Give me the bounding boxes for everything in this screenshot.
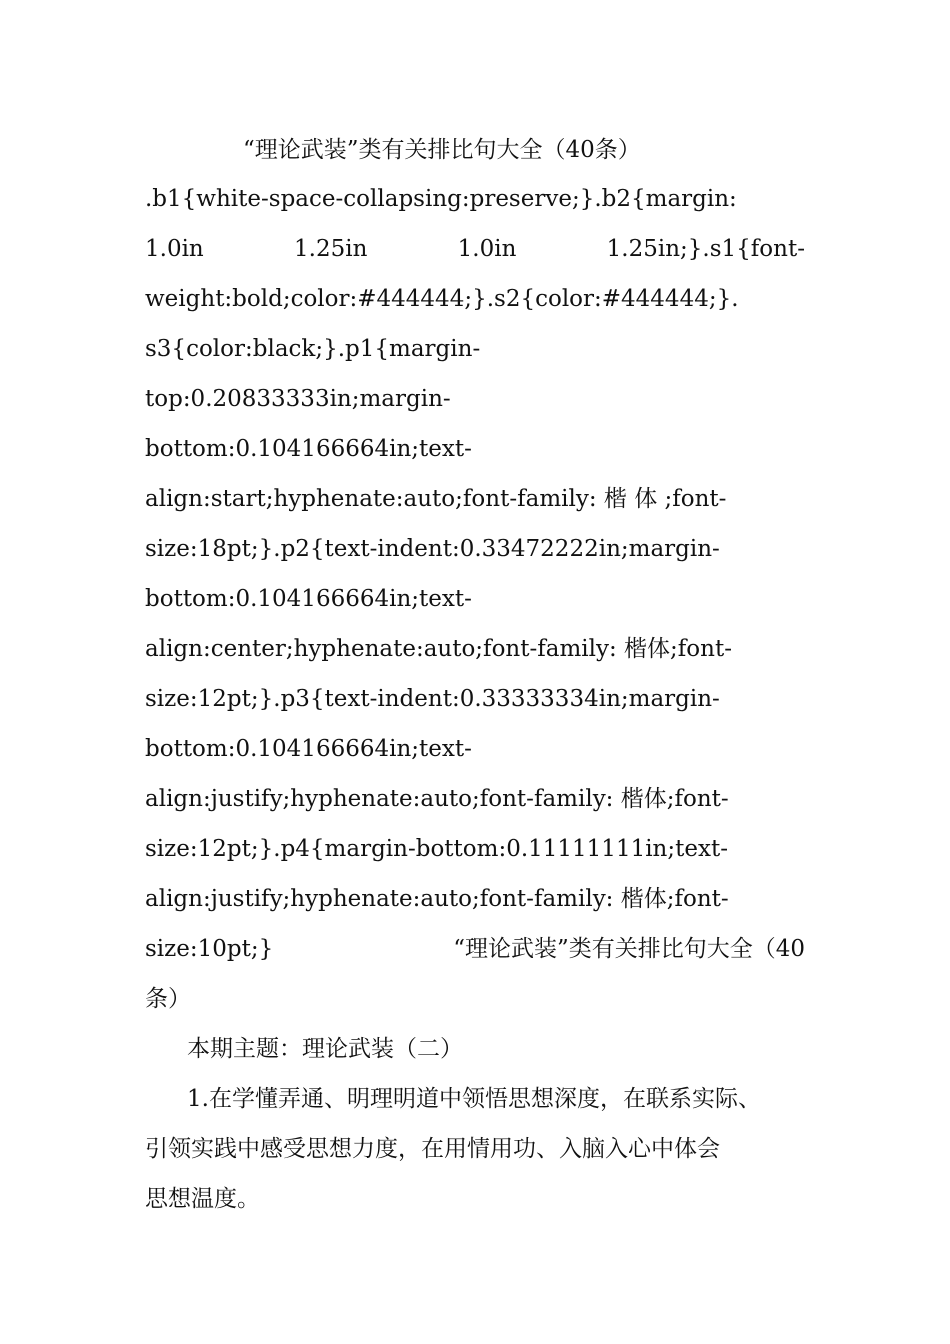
margin-value: 1.0in bbox=[145, 236, 204, 262]
paragraph-line: 1.在学懂弄通、明理明道中领悟思想深度，在联系实际、 bbox=[187, 1086, 761, 1112]
style-text-line: align:justify;hyphenate:auto;font-family: 楷体;font- bbox=[145, 786, 729, 812]
margin-value: 1.0in bbox=[457, 236, 517, 262]
style-text-line: size:18pt;}.p2{text-indent:0.33472222in;margin- bbox=[145, 536, 720, 562]
margin-value: 1.25in;}.s1{font- bbox=[606, 236, 805, 262]
style-text-line: align:start;hyphenate:auto;font-family: 楷 体 ;font- bbox=[145, 486, 727, 512]
style-text-line: size:12pt;}.p3{text-indent:0.33333334in;margin- bbox=[145, 686, 720, 712]
style-text-line: size:12pt;}.p4{margin-bottom:0.11111111in;text- bbox=[145, 836, 728, 862]
style-text-line: align:justify;hyphenate:auto;font-family: 楷体;font- bbox=[145, 886, 729, 912]
document-title: “理论武装”类有关排比句大全（40条） bbox=[243, 137, 641, 163]
style-text-line: s3{color:black;}.p1{margin- bbox=[145, 336, 481, 362]
title-tail: 条） bbox=[145, 986, 191, 1012]
style-and-title-line bbox=[145, 931, 805, 967]
margin-value: 1.25in bbox=[294, 236, 368, 262]
paragraph-line: 思想温度。 bbox=[145, 1186, 260, 1212]
style-text-line: top:0.20833333in;margin- bbox=[145, 386, 451, 412]
style-margin-line bbox=[145, 231, 805, 267]
style-text-fragment: size:10pt;} bbox=[145, 936, 274, 962]
repeated-title-fragment: “理论武装”类有关排比句大全（40 bbox=[453, 936, 805, 962]
style-text-line: weight:bold;color:#444444;}.s2{color:#444444;}. bbox=[145, 286, 739, 312]
paragraph-line: 引领实践中感受思想力度，在用情用功、入脑入心中体会 bbox=[145, 1136, 720, 1162]
style-text-line: bottom:0.104166664in;text- bbox=[145, 436, 472, 462]
style-text-line: align:center;hyphenate:auto;font-family: 楷体;font- bbox=[145, 636, 732, 662]
style-text-line: bottom:0.104166664in;text- bbox=[145, 736, 472, 762]
subject-line: 本期主题：理论武装（二） bbox=[187, 1036, 463, 1062]
style-text-line: .b1{white-space-collapsing:preserve;}.b2{margin: bbox=[145, 186, 737, 212]
style-text-line: bottom:0.104166664in;text- bbox=[145, 586, 472, 612]
